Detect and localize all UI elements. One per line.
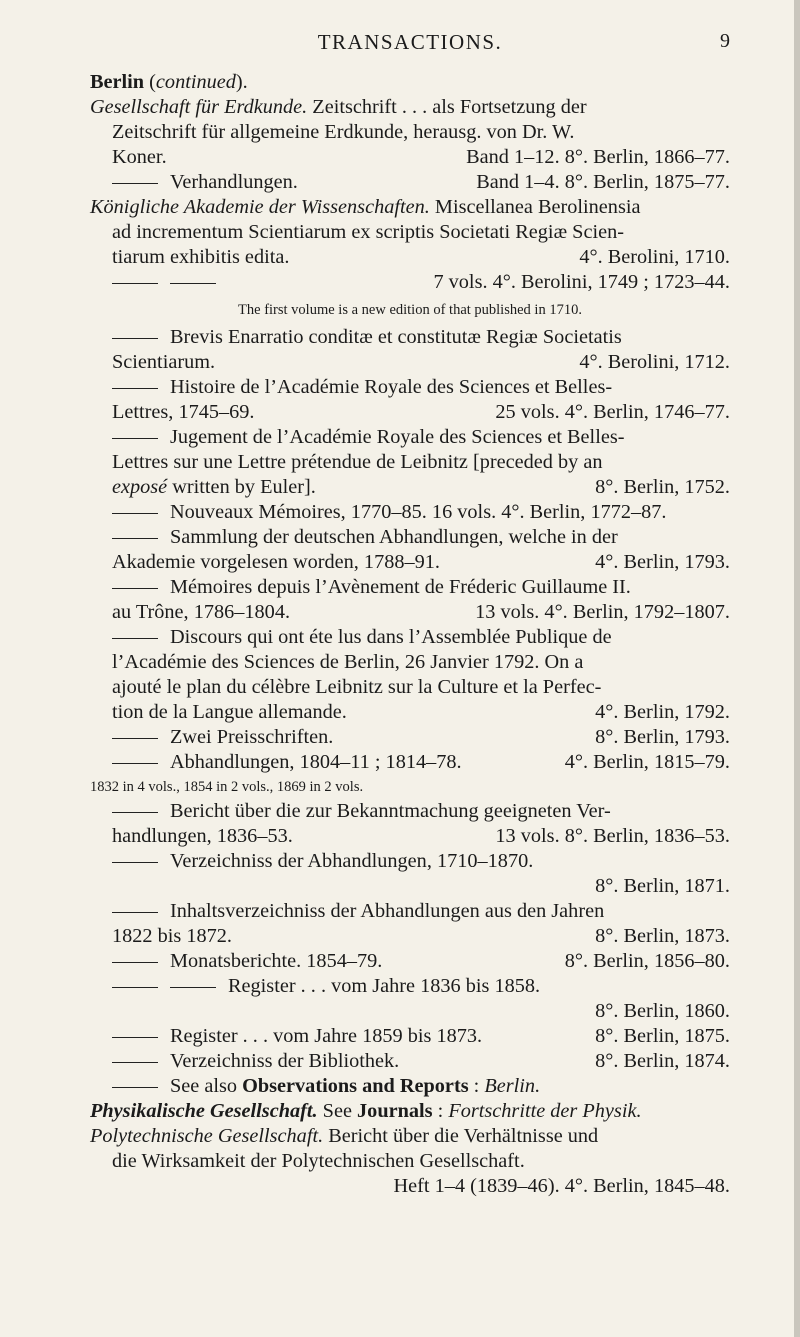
- text-line: [90, 375, 730, 400]
- text-line: [90, 899, 730, 924]
- text-segment: Jugement de l’Académie Royale des Sciences et Belles-: [170, 426, 625, 448]
- text-segment: Physikalische Gesellschaft.: [90, 1100, 318, 1122]
- line-text: [90, 924, 232, 949]
- text-line: [90, 400, 730, 425]
- text-segment: Lettres, 1745–69.: [112, 401, 255, 423]
- text-line: [90, 1124, 730, 1149]
- text-line: [90, 849, 730, 874]
- ditto-dash: [112, 438, 158, 439]
- text-segment: Monatsberichte. 1854–79.: [170, 950, 383, 972]
- imprint-details: 8°. Berlin, 1752.: [595, 476, 730, 498]
- text-line: [90, 675, 730, 700]
- imprint-details: 13 vols. 4°. Berlin, 1792–1807.: [475, 601, 730, 623]
- text-segment: Mémoires depuis l’Avènement de Fréderic Guillaume II.: [170, 576, 631, 598]
- line-text: [90, 525, 618, 550]
- text-line: [90, 95, 730, 120]
- line-text: [90, 220, 624, 245]
- text-line: [90, 350, 730, 375]
- imprint-details: 4°. Berlin, 1815–79.: [564, 751, 730, 773]
- text-segment: Zeitschrift für allgemeine Erdkunde, herausg. von Dr. W.: [112, 121, 575, 143]
- text-line: [90, 220, 730, 245]
- line-text: [90, 500, 667, 525]
- page-number: 9: [720, 30, 730, 52]
- ditto-dash: [112, 638, 158, 639]
- line-text: [90, 70, 248, 95]
- text-segment: Königliche Akademie der Wissenschaften.: [90, 196, 430, 218]
- line-text: [90, 949, 382, 974]
- ditto-dash: [112, 283, 158, 284]
- text-line: [90, 145, 730, 170]
- imprint-details: 4°. Berlin, 1793.: [595, 551, 730, 573]
- text-segment: Zwei Preisschriften.: [170, 726, 334, 748]
- ditto-dash: [112, 738, 158, 739]
- line-text: [90, 725, 333, 750]
- imprint-details: 13 vols. 8°. Berlin, 1836–53.: [495, 825, 730, 847]
- line-text: [90, 1074, 540, 1099]
- line-text: [90, 650, 583, 675]
- text-line: [90, 500, 730, 525]
- line-text: [90, 195, 640, 220]
- text-line: [90, 700, 730, 725]
- line-text: [90, 1024, 482, 1049]
- text-segment: Journals: [357, 1100, 433, 1122]
- line-text: [90, 799, 611, 824]
- ditto-dash: [112, 338, 158, 339]
- text-line: [90, 650, 730, 675]
- text-line: [90, 725, 730, 750]
- text-line: [90, 949, 730, 974]
- text-segment: See also: [170, 1075, 243, 1097]
- page-edge-shadow: [794, 0, 800, 1337]
- ditto-dash: [112, 183, 158, 184]
- text-line: [90, 1049, 730, 1074]
- line-text: [90, 550, 440, 575]
- line-text: [90, 375, 612, 400]
- text-line: [90, 750, 730, 775]
- text-line: [90, 625, 730, 650]
- line-text: [90, 400, 255, 425]
- text-line: [90, 170, 730, 195]
- text-line: [90, 525, 730, 550]
- text-line: [90, 924, 730, 949]
- text-segment: ad incrementum Scientiarum ex scriptis Societati Regiæ Scien-: [112, 221, 624, 243]
- text-line: [90, 70, 730, 95]
- catalogue-entries: [90, 70, 730, 1199]
- text-line: [90, 295, 730, 325]
- text-segment: l’Académie des Sciences de Berlin, 26 Janvier 1792. On a: [112, 651, 584, 673]
- text-segment: Miscellanea Berolinensia: [429, 196, 641, 218]
- text-segment: Inhaltsverzeichniss der Abhandlungen aus den Jahren: [170, 900, 605, 922]
- line-text: [90, 775, 363, 799]
- ditto-dash: [170, 283, 216, 284]
- text-line: [90, 999, 730, 1024]
- text-segment: Koner.: [112, 146, 167, 168]
- text-line: [90, 1149, 730, 1174]
- text-line: [90, 120, 730, 145]
- text-segment: continued: [155, 71, 236, 93]
- text-segment: Verzeichniss der Bibliothek.: [170, 1050, 400, 1072]
- text-segment: written by Euler].: [167, 476, 316, 498]
- text-segment: ajouté le plan du célèbre Leibnitz sur la Culture et la Perfec-: [112, 676, 602, 698]
- ditto-dash: [112, 1037, 158, 1038]
- imprint-details: 4°. Berlin, 1792.: [595, 701, 730, 723]
- text-segment: Gesellschaft für Erdkunde.: [90, 96, 308, 118]
- running-header: [90, 30, 730, 56]
- page-title: TRANSACTIONS.: [317, 30, 503, 54]
- line-text: [90, 425, 624, 450]
- text-segment: Berlin.: [484, 1075, 541, 1097]
- text-line: [90, 1074, 730, 1099]
- text-segment: (: [144, 71, 156, 93]
- line-text: [90, 1124, 598, 1149]
- text-segment: The first volume is a new edition of that published in 1710.: [238, 302, 582, 318]
- ditto-dash: [112, 987, 158, 988]
- ditto-dash: [112, 388, 158, 389]
- line-text: [90, 899, 604, 924]
- imprint-details: 25 vols. 4°. Berlin, 1746–77.: [495, 401, 730, 423]
- text-line: [90, 824, 730, 849]
- imprint-details: Band 1–12. 8°. Berlin, 1866–77.: [466, 146, 730, 168]
- line-text: [90, 600, 290, 625]
- text-segment: Akademie vorgelesen worden, 1788–91.: [112, 551, 440, 573]
- imprint-details: 4°. Berolini, 1712.: [579, 351, 730, 373]
- line-text: [90, 1149, 525, 1174]
- text-segment: Zeitschrift . . . als Fortsetzung der: [307, 96, 587, 118]
- ditto-dash: [112, 912, 158, 913]
- text-segment: au Trône, 1786–1804.: [112, 601, 291, 623]
- text-segment: :: [468, 1075, 485, 1097]
- text-segment: 1822 bis 1872.: [112, 925, 233, 947]
- text-segment: Observations and Reports: [242, 1075, 469, 1097]
- text-line: [90, 245, 730, 270]
- text-segment: Brevis Enarratio conditæ et constitutæ Regiæ Societatis: [170, 326, 622, 348]
- text-line: [90, 425, 730, 450]
- ditto-dash: [112, 588, 158, 589]
- text-segment: Nouveaux Mémoires, 1770–85. 16 vols. 4°. Berlin, 1772–87.: [170, 501, 667, 523]
- line-text: [90, 170, 298, 195]
- text-segment: tiarum exhibitis edita.: [112, 246, 290, 268]
- text-segment: See: [317, 1100, 358, 1122]
- text-segment: Discours qui ont éte lus dans l’Assemblée Publique de: [170, 626, 612, 648]
- line-text: [90, 325, 622, 350]
- text-line: [90, 1099, 730, 1124]
- line-text: [90, 700, 347, 725]
- ditto-dash: [112, 763, 158, 764]
- text-segment: Verhandlungen.: [170, 171, 298, 193]
- line-text: [90, 824, 293, 849]
- imprint-details: 8°. Berlin, 1860.: [595, 1000, 730, 1022]
- text-segment: Berlin: [90, 71, 145, 93]
- text-segment: Scientiarum.: [112, 351, 216, 373]
- text-line: [90, 450, 730, 475]
- line-text: [90, 120, 574, 145]
- line-text: [90, 575, 631, 600]
- ditto-dash: [112, 812, 158, 813]
- text-line: [90, 325, 730, 350]
- line-text: [90, 1049, 399, 1074]
- text-segment: 1832 in 4 vols., 1854 in 2 vols., 1869 in 2 vols.: [90, 779, 364, 795]
- text-line: [90, 874, 730, 899]
- text-line: [90, 1024, 730, 1049]
- imprint-details: 8°. Berlin, 1875.: [595, 1025, 730, 1047]
- text-segment: tion de la Langue allemande.: [112, 701, 347, 723]
- line-text: [90, 974, 540, 999]
- text-segment: ).: [235, 71, 248, 93]
- line-text: [238, 302, 582, 318]
- ditto-dash: [112, 862, 158, 863]
- text-segment: Abhandlungen, 1804–11 ; 1814–78.: [170, 751, 462, 773]
- text-segment: exposé: [112, 476, 168, 498]
- imprint-details: 4°. Berolini, 1710.: [579, 246, 730, 268]
- imprint-details: 8°. Berlin, 1871.: [595, 875, 730, 897]
- imprint-details: 8°. Berlin, 1873.: [595, 925, 730, 947]
- line-text: [90, 1099, 642, 1124]
- ditto-dash: [170, 987, 216, 988]
- line-text: [90, 245, 289, 270]
- text-line: [90, 600, 730, 625]
- text-segment: Bericht über die zur Bekanntmachung geeigneten Ver-: [170, 800, 611, 822]
- text-line: [90, 270, 730, 295]
- imprint-details: 8°. Berlin, 1874.: [595, 1050, 730, 1072]
- line-text: [90, 350, 215, 375]
- text-line: [90, 575, 730, 600]
- line-text: [90, 849, 533, 874]
- text-line: [90, 799, 730, 824]
- line-text: [90, 625, 612, 650]
- line-text: [90, 750, 462, 775]
- text-segment: Polytechnische Gesellschaft.: [90, 1125, 324, 1147]
- text-segment: Register . . . vom Jahre 1859 bis 1873.: [170, 1025, 483, 1047]
- imprint-details: 7 vols. 4°. Berolini, 1749 ; 1723–44.: [433, 271, 730, 293]
- ditto-dash: [112, 1062, 158, 1063]
- text-segment: Fortschritte der Physik.: [448, 1100, 642, 1122]
- imprint-details: 8°. Berlin, 1856–80.: [564, 950, 730, 972]
- text-segment: Bericht über die Verhältnisse und: [323, 1125, 599, 1147]
- text-line: [90, 775, 730, 799]
- line-text: [90, 475, 316, 500]
- text-segment: Sammlung der deutschen Abhandlungen, welche in der: [170, 526, 618, 548]
- text-segment: die Wirksamkeit der Polytechnischen Gesellschaft.: [112, 1150, 525, 1172]
- line-text: [90, 450, 602, 475]
- line-text: [90, 145, 167, 170]
- ditto-dash: [112, 1087, 158, 1088]
- text-segment: Register . . . vom Jahre 1836 bis 1858.: [228, 975, 541, 997]
- ditto-dash: [112, 962, 158, 963]
- ditto-dash: [112, 538, 158, 539]
- imprint-details: 8°. Berlin, 1793.: [595, 726, 730, 748]
- text-line: [90, 550, 730, 575]
- text-line: [90, 195, 730, 220]
- ditto-dash: [112, 513, 158, 514]
- line-text: [90, 270, 228, 295]
- text-line: [90, 475, 730, 500]
- text-segment: Verzeichniss der Abhandlungen, 1710–1870.: [170, 850, 534, 872]
- imprint-details: Heft 1–4 (1839–46). 4°. Berlin, 1845–48.: [393, 1175, 730, 1197]
- line-text: [90, 95, 587, 120]
- imprint-details: Band 1–4. 8°. Berlin, 1875–77.: [476, 171, 730, 193]
- text-segment: handlungen, 1836–53.: [112, 825, 293, 847]
- text-segment: :: [432, 1100, 449, 1122]
- text-line: [90, 974, 730, 999]
- text-segment: Histoire de l’Académie Royale des Sciences et Belles-: [170, 376, 613, 398]
- line-text: [90, 675, 601, 700]
- text-segment: Lettres sur une Lettre prétendue de Leibnitz [preceded by an: [112, 451, 603, 473]
- text-line: [90, 1174, 730, 1199]
